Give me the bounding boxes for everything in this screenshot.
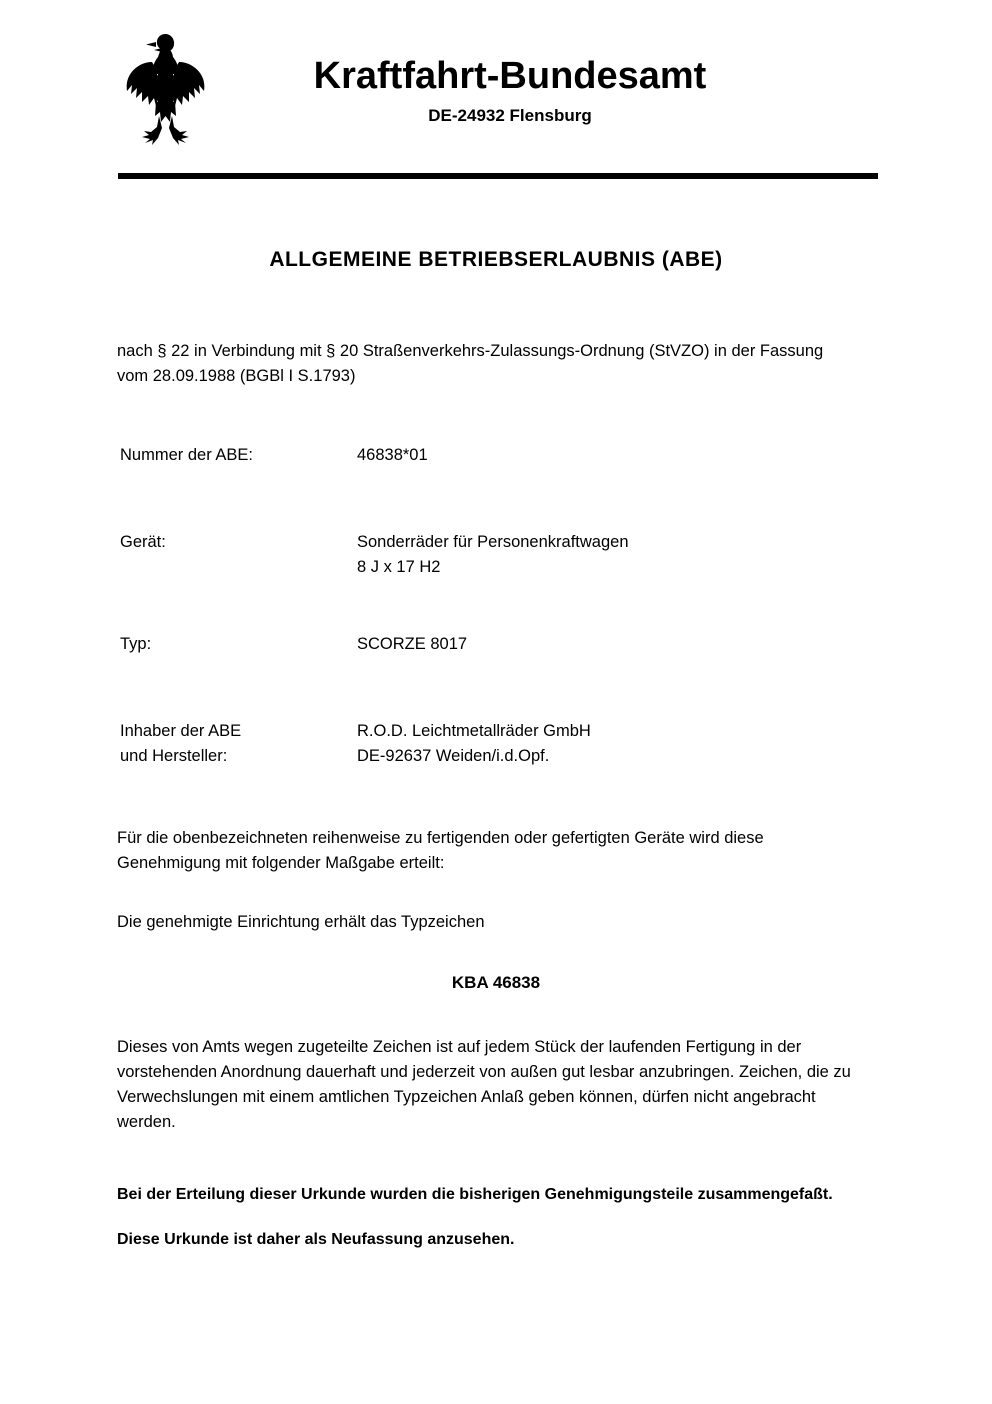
spacer	[117, 580, 877, 632]
document-title: ALLGEMEINE BETRIEBSERLAUBNIS (ABE)	[269, 248, 723, 271]
holder-label	[117, 719, 357, 769]
document-header	[0, 28, 992, 148]
federal-eagle-icon	[118, 32, 213, 150]
holder-value-line-1: R.O.D. Leichtmetallräder GmbH	[357, 722, 591, 740]
paragraph-type-mark-intro: Die genehmigte Einrichtung erhält das Typzeichen	[117, 913, 485, 931]
spacer	[117, 657, 877, 719]
holder-label-line-1: Inhaber der ABE	[120, 722, 242, 740]
holder-label-line-2: und Hersteller:	[120, 747, 228, 765]
header-titles	[230, 54, 790, 126]
device-value-line-1: Sonderräder für Personenkraftwagen	[357, 533, 629, 551]
abe-number-label: Nummer der ABE:	[120, 446, 253, 464]
field-holder	[117, 719, 877, 769]
type-label: Typ:	[120, 635, 152, 653]
organization-name: Kraftfahrt-Bundesamt	[313, 55, 707, 97]
paragraph-approval-clause: Für die obenbezeichneten reihenweise zu fertigenden oder gefertigten Geräte wird diese Genehmigung mit folgender Maßgabe erteilt:	[117, 829, 764, 872]
device-value	[357, 530, 877, 580]
field-list	[117, 443, 877, 769]
legal-basis-text: nach § 22 in Verbindung mit § 20 Straßenverkehrs-Zulassungs-Ordnung (StVZO) in der Fassung vom 28.09.1988 (BGBl I S.1793)	[117, 342, 824, 385]
paragraph-marking-requirements: Dieses von Amts wegen zugeteilte Zeichen ist auf jedem Stück der laufenden Fertigung in der vorstehenden Anordnung dauerhaft und jederzeit von außen gut lesbar anzubringen. Zeichen, die zu Verwechslungen mit einem amtlichen Typzeichen Anlaß geben können, dürfen nicht angebracht werden.	[117, 1038, 851, 1131]
type-mark-value: KBA 46838	[451, 973, 541, 992]
spacer	[117, 468, 877, 530]
organization-address: DE-24932 Flensburg	[428, 106, 592, 125]
note-consolidation: Bei der Erteilung dieser Urkunde wurden die bisherigen Genehmigungsteile zusammengefaßt.	[117, 1186, 833, 1203]
holder-value-line-2: DE-92637 Weiden/i.d.Opf.	[357, 747, 550, 765]
header-divider	[118, 173, 878, 179]
field-device	[117, 530, 877, 580]
device-label: Gerät:	[120, 533, 166, 551]
abe-number-value: 46838*01	[357, 446, 428, 464]
holder-value	[357, 719, 877, 769]
device-value-line-2: 8 J x 17 H2	[357, 558, 441, 576]
field-abe-number	[117, 443, 877, 468]
type-value: SCORZE 8017	[357, 635, 468, 653]
note-new-version: Diese Urkunde ist daher als Neufassung anzusehen.	[117, 1231, 515, 1248]
field-type	[117, 632, 877, 657]
